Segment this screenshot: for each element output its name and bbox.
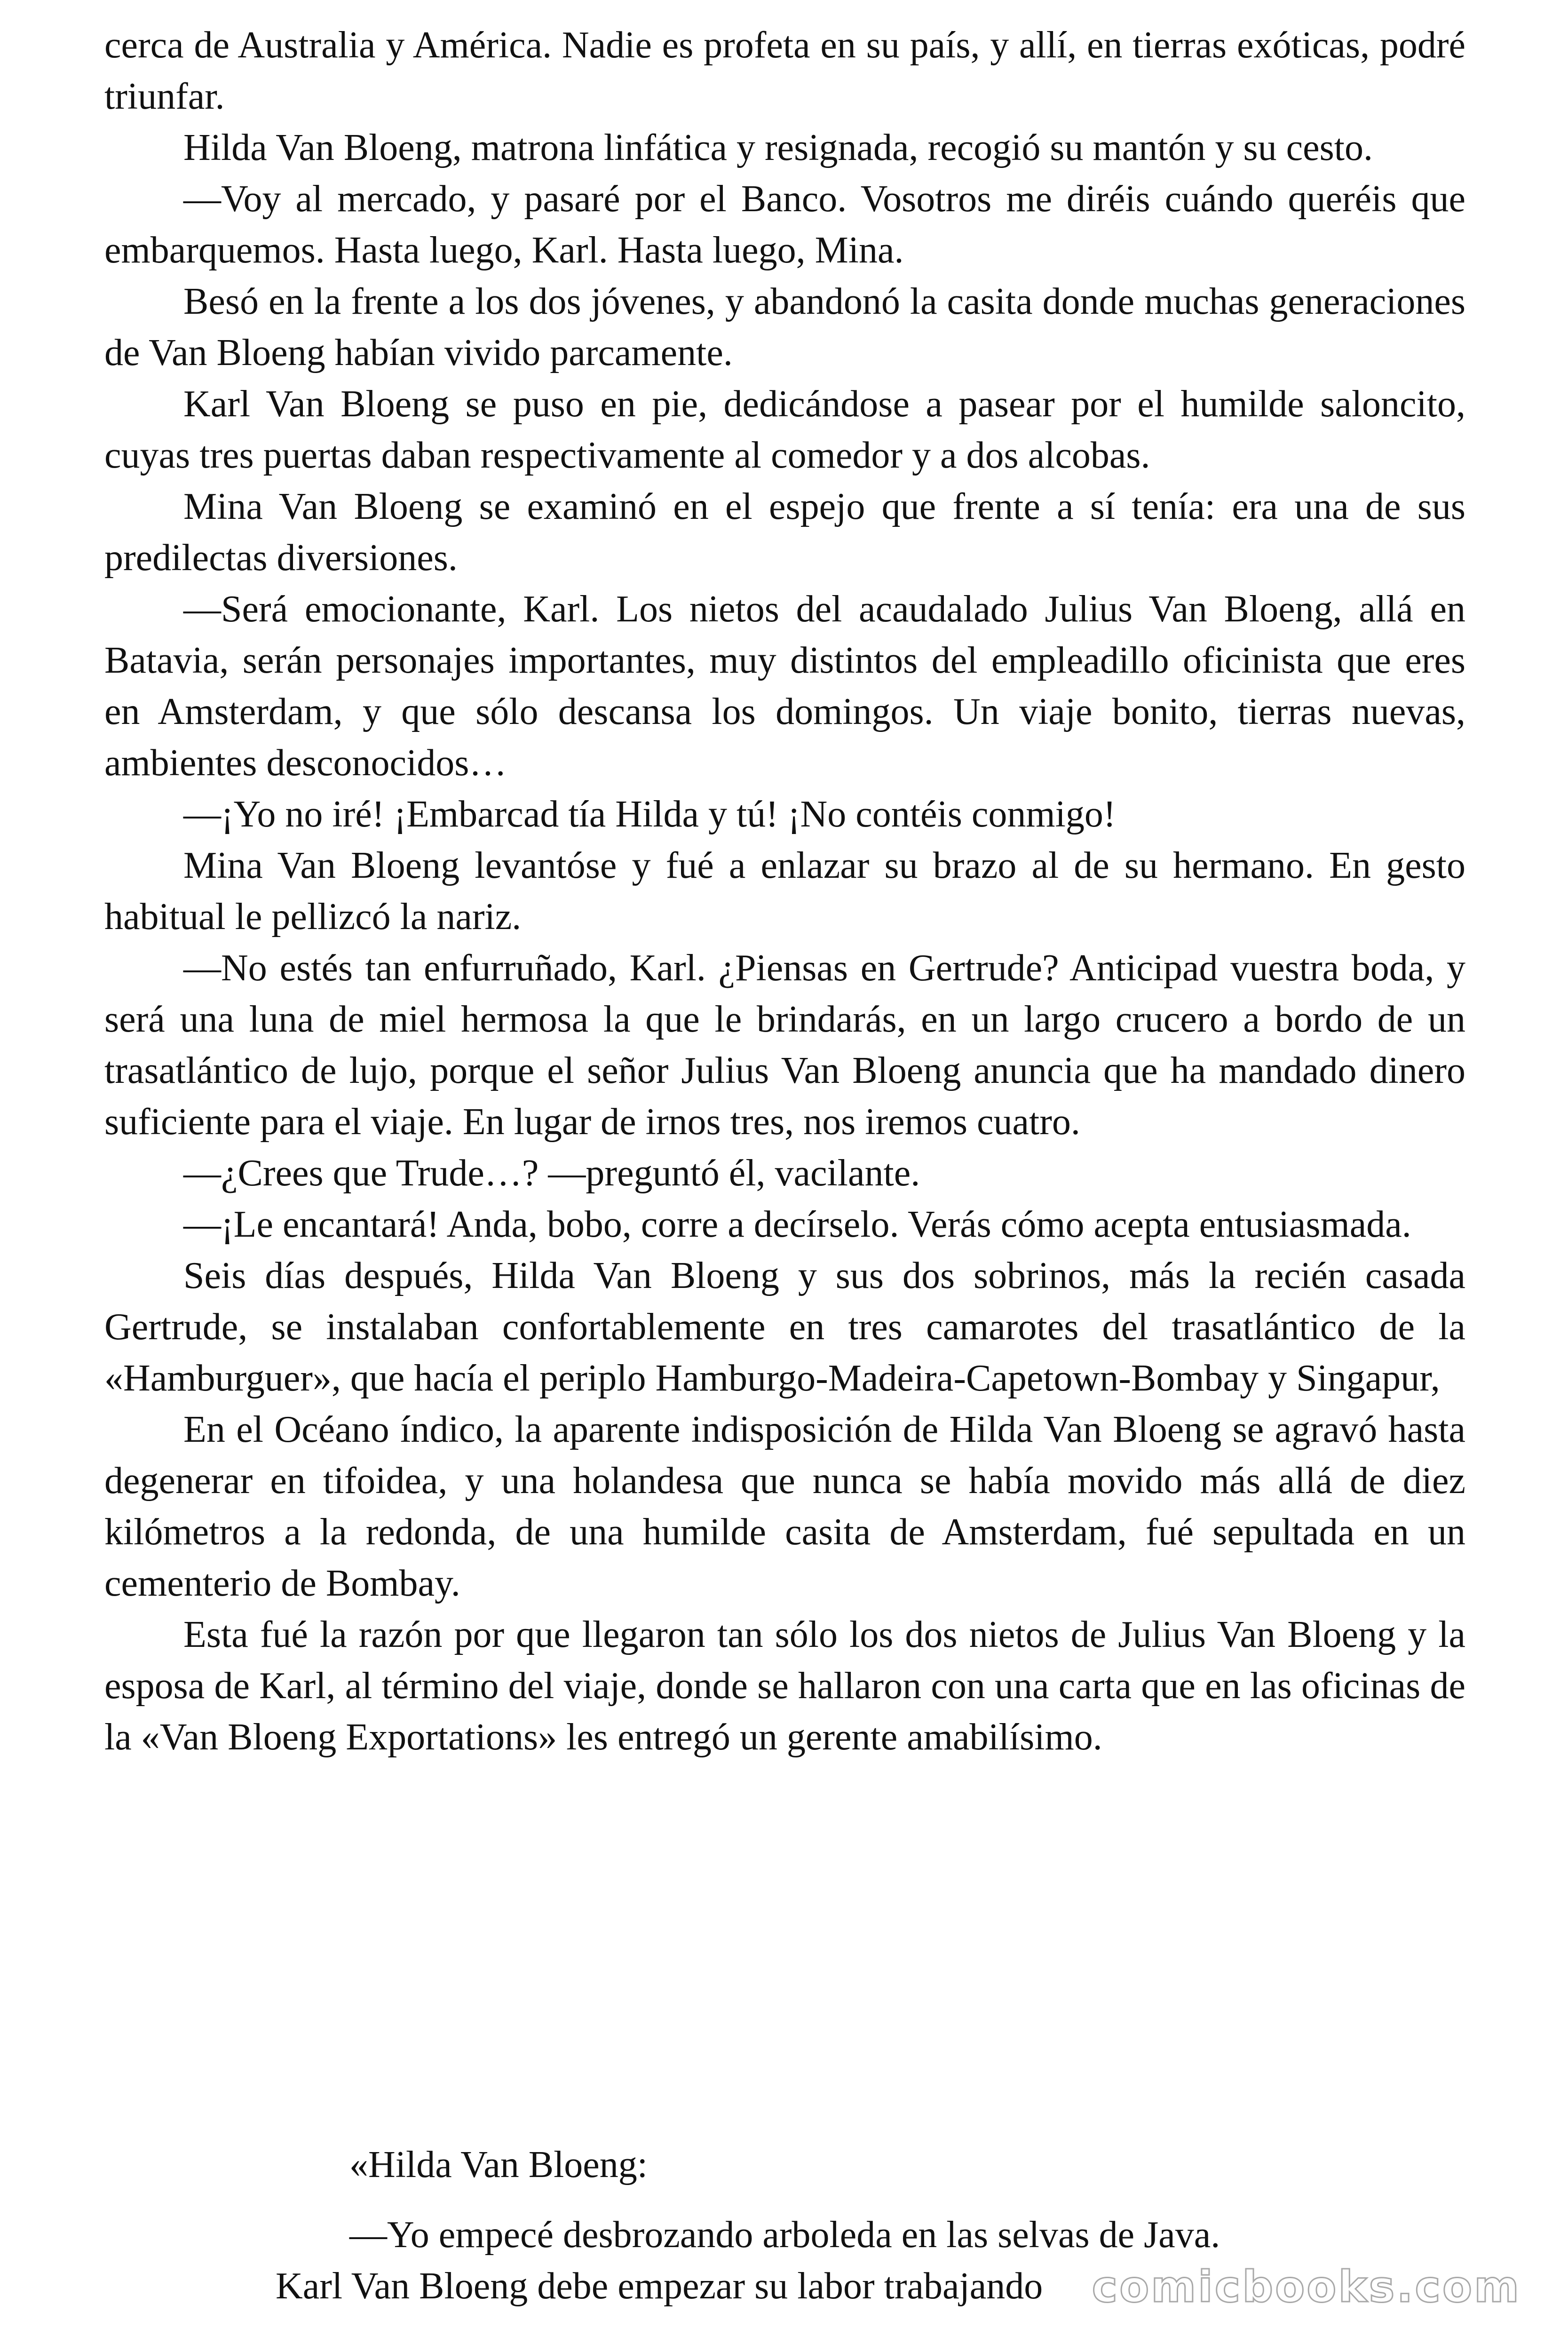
paragraph: —No estés tan enfurruñado, Karl. ¿Piensas en Gertrude? Anticipad vuestra boda, y será una luna de miel hermosa la que le brindarás, en un largo crucero a bordo de un trasatlántico de lujo, porque el señor Julius Van Bloeng anuncia que ha mandado dinero suficiente para el viaje. En lugar de irnos tres, nos iremos cuatro. [104,947,1465,1143]
paragraph: Karl Van Bloeng se puso en pie, dedicándose a pasear por el humilde saloncito, cuyas tres puertas daban respectivamente al comedor y a dos alcobas. [104,383,1465,476]
paragraph: Seis días después, Hilda Van Bloeng y sus dos sobrinos, más la recién casada Gertrude, se instalaban confortablemente en tres camarotes del trasatlántico de la «Hamburguer», que hacía el periplo Hamburgo-Madeira-Capetown-Bombay y Singapur, [104,1255,1465,1399]
paragraph: —Voy al mercado, y pasaré por el Banco. Vosotros me diréis cuándo queréis que embarquemos. Hasta luego, Karl. Hasta luego, Mina. [104,178,1465,271]
letter-line: —Yo empecé desbrozando arboleda en las selvas de Java. [349,2214,1220,2256]
paragraph: Hilda Van Bloeng, matrona linfática y resignada, recogió su mantón y su cesto. [183,127,1373,168]
watermark-logo: comicbooks.com [1092,2262,1521,2312]
letter-salutation: «Hilda Van Bloeng: [349,2144,648,2185]
paragraph: cerca de Australia y América. Nadie es profeta en su país, y allí, en tierras exóticas, podré triunfar. [104,24,1465,117]
paragraph: Besó en la frente a los dos jóvenes, y abandonó la casita donde muchas generaciones de Van Bloeng habían vivido parcamente. [104,281,1465,373]
paragraph: —¡Yo no iré! ¡Embarcad tía Hilda y tú! ¡No contéis conmigo! [183,794,1116,835]
paragraph: —¡Le encantará! Anda, bobo, corre a decírselo. Verás cómo acepta entusiasmada. [183,1204,1411,1245]
letter-line: Karl Van Bloeng debe empezar su labor trabajando [276,2265,1043,2307]
paragraph: —¿Crees que Trude…? —preguntó él, vacilante. [183,1152,920,1194]
paragraph: Mina Van Bloeng se examinó en el espejo que frente a sí tenía: era una de sus predilectas diversiones. [104,486,1465,579]
paragraph: En el Océano índico, la aparente indisposición de Hilda Van Bloeng se agravó hasta degenerar en tifoidea, y una holandesa que nunca se había movido más allá de diez kilómetros a la redonda, de una humilde casita de Amsterdam, fué sepultada en un cementerio de Bombay. [104,1409,1465,1604]
paragraph: Mina Van Bloeng levantóse y fué a enlazar su brazo al de su hermano. En gesto habitual le pellizcó la nariz. [104,845,1465,938]
paragraph: Esta fué la razón por que llegaron tan sólo los dos nietos de Julius Van Bloeng y la esposa de Karl, al término del viaje, donde se hallaron con una carta que en las oficinas de la «Van Bloeng Exportations» les entregó un gerente amabilísimo. [104,1614,1465,1758]
body-text [104,20,1465,1763]
paragraph: —Será emocionante, Karl. Los nietos del acaudalado Julius Van Bloeng, allá en Batavia, serán personajes importantes, muy distintos del empleadillo oficinista que eres en Amsterdam, y que sólo descansa los domingos. Un viaje bonito, tierras nuevas, ambientes desconocidos… [104,588,1465,784]
